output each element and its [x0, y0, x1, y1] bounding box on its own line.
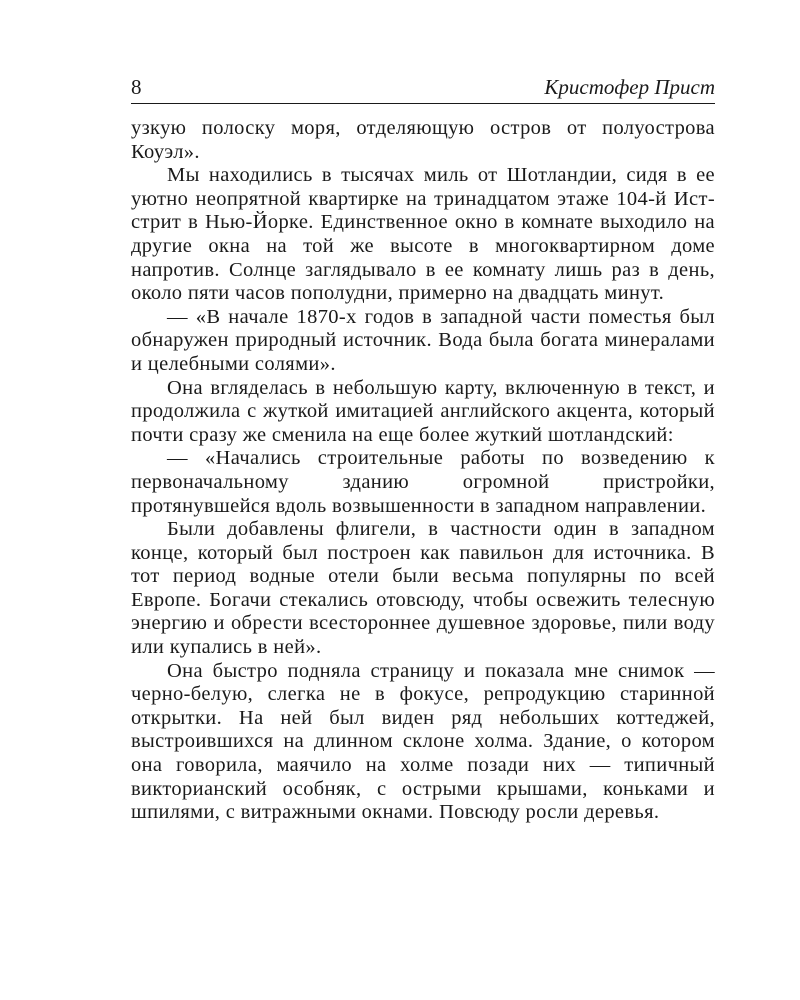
text-body	[131, 117, 715, 825]
page-number: 8	[131, 75, 142, 99]
running-author: Кристофер Прист	[544, 75, 715, 99]
paragraph-2: Мы находились в тысячах миль от Шотландии, сидя в ее уютно неопрятной квартирке на тринадцатом этаже 104-й Ист-стрит в Нью-Йорке. Единственное окно в комнате выходило на другие окна на той же высоте в многоквартирном доме напротив. Солнце заглядывало в ее комнату лишь раз в день, около пяти часов пополудни, примерно на двадцать минут.	[131, 164, 715, 305]
book-page	[131, 74, 715, 825]
paragraph-4: Она вгляделась в небольшую карту, включенную в текст, и продолжила с жуткой имитацией английского акцента, который почти сразу же сменила на еще более жуткий шотландский:	[131, 376, 715, 446]
paragraph-6: Были добавлены флигели, в частности один в западном конце, который был построен как павильон для источника. В тот период водные отели были весьма популярны по всей Европе. Богачи стекались отовсюду, чтобы освежить телесную энергию и обрести всестороннее душевное здоровье, пили воду или купались в ней».	[131, 518, 715, 659]
paragraph-7: Она быстро подняла страницу и показала мне снимок — черно-белую, слегка не в фокусе, репродукцию старинной открытки. На ней был виден ряд небольших коттеджей, выстроившихся на длинном склоне холма. Здание, о котором она говорила, маячило на холме позади них — типичный викторианский особняк, с острыми крышами, коньками и шпилями, с витражными окнами. Повсюду росли деревья.	[131, 659, 715, 824]
paragraph-5: — «Начались строительные работы по возведению к первоначальному зданию огромной пристройки, протянувшейся вдоль возвышенности в западном направлении.	[131, 447, 715, 517]
paragraph-1: узкую полоску моря, отделяющую остров от полуострова Коуэл».	[131, 117, 715, 163]
running-header	[131, 74, 715, 104]
paragraph-3: — «В начале 1870-х годов в западной части поместья был обнаружен природный источник. Вода была богата минералами и целебными солями».	[131, 305, 715, 375]
